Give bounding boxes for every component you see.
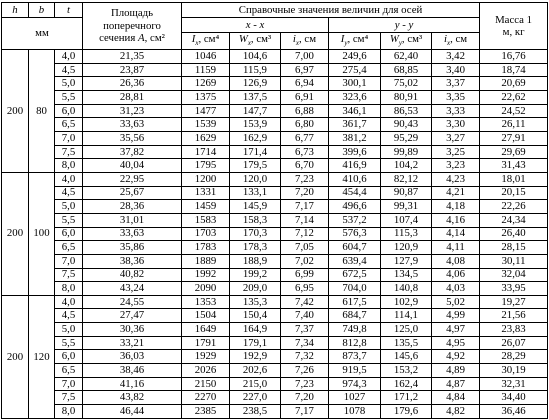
table-row (2, 200, 548, 214)
mass-value: 18,74 (480, 63, 548, 77)
wy-value: 99,31 (381, 200, 432, 214)
area-header-line2: поперечного (103, 19, 161, 32)
iy-value: 399,6 (329, 145, 381, 159)
mass-value: 34,40 (480, 391, 548, 405)
iy-radius-value: 3,23 (432, 159, 480, 173)
ix-radius-value: 7,20 (281, 186, 329, 200)
wy-value: 153,2 (381, 364, 432, 378)
wx-value: 162,9 (230, 131, 281, 145)
mass-value: 22,26 (480, 200, 548, 214)
mass-header-line1: Масса 1 (495, 13, 533, 26)
wx-value: 145,9 (230, 200, 281, 214)
t-value: 6,5 (55, 118, 83, 132)
iy-value: 576,3 (329, 227, 381, 241)
ix-value: 1714 (182, 145, 230, 159)
iy-value: 323,6 (329, 90, 381, 104)
table-row (2, 118, 548, 132)
iy-value: 749,8 (329, 323, 381, 337)
mass-value: 31,43 (480, 159, 548, 173)
mass-value: 20,69 (480, 77, 548, 91)
ix-value: 2026 (182, 364, 230, 378)
ix-radius-value: 7,17 (281, 405, 329, 419)
t-value: 7,0 (55, 254, 83, 268)
ix-value: 1649 (182, 323, 230, 337)
t-value: 6,0 (55, 104, 83, 118)
area-header-line3: сечения A, см² (99, 32, 165, 45)
axis-y-header: y - y (329, 18, 480, 33)
ix-value: 1046 (182, 50, 230, 64)
area-value: 23,87 (83, 63, 182, 77)
iy-radius-value: 4,03 (432, 282, 480, 296)
mass-value: 28,15 (480, 241, 548, 255)
wy-value: 107,4 (381, 213, 432, 227)
ix-radius-value: 7,32 (281, 350, 329, 364)
ix-value: 2385 (182, 405, 230, 419)
iy-value: 537,2 (329, 213, 381, 227)
wx-value: 227,0 (230, 391, 281, 405)
iy-value: 410,6 (329, 172, 381, 186)
area-value: 28,36 (83, 200, 182, 214)
ix-radius-value: 7,20 (281, 391, 329, 405)
area-value: 40,04 (83, 159, 182, 173)
ix-radius-value: 7,42 (281, 295, 329, 309)
h-value: 200 (2, 295, 29, 418)
ix-radius-value: 7,05 (281, 241, 329, 255)
wx-value: 158,3 (230, 213, 281, 227)
table-row (2, 241, 548, 255)
area-value: 24,55 (83, 295, 182, 309)
mass-value: 24,52 (480, 104, 548, 118)
wx-value: 115,9 (230, 63, 281, 77)
t-value: 8,0 (55, 405, 83, 419)
t-value: 4,0 (55, 50, 83, 64)
profile-specs-table (1, 2, 548, 419)
t-value: 5,0 (55, 323, 83, 337)
wy-value: 62,40 (381, 50, 432, 64)
ix-value: 1504 (182, 309, 230, 323)
iy-value: 684,7 (329, 309, 381, 323)
iy-radius-value: 3,27 (432, 131, 480, 145)
wy-value: 162,4 (381, 377, 432, 391)
col-wx-header: $W_x$, см³ (230, 33, 281, 50)
iy-radius-value: 4,89 (432, 364, 480, 378)
ix-value: 2150 (182, 377, 230, 391)
wy-value: 75,02 (381, 77, 432, 91)
table-row (2, 159, 548, 173)
mass-value: 24,34 (480, 213, 548, 227)
units-mm-header: мм (2, 18, 83, 50)
area-value: 25,67 (83, 186, 182, 200)
area-value: 26,36 (83, 77, 182, 91)
iy-value: 812,8 (329, 336, 381, 350)
ix-radius-value: 6,97 (281, 63, 329, 77)
ix-radius-value: 6,95 (281, 282, 329, 296)
iy-radius-value: 3,40 (432, 63, 480, 77)
wy-value: 95,29 (381, 131, 432, 145)
ix-value: 1783 (182, 241, 230, 255)
iy-radius-value: 4,14 (432, 227, 480, 241)
t-value: 4,5 (55, 186, 83, 200)
iy-value: 300,1 (329, 77, 381, 91)
col-iy-radius-header: $i_x$, см (432, 33, 480, 50)
mass-value: 33,95 (480, 282, 548, 296)
ix-value: 1200 (182, 172, 230, 186)
wx-value: 199,2 (230, 268, 281, 282)
area-value: 35,56 (83, 131, 182, 145)
ix-value: 1795 (182, 159, 230, 173)
table-row (2, 145, 548, 159)
col-iy-header: $I_y$, см⁴ (329, 33, 381, 50)
iy-radius-value: 3,25 (432, 145, 480, 159)
wy-value: 179,6 (381, 405, 432, 419)
ix-value: 1929 (182, 350, 230, 364)
iy-radius-value: 4,87 (432, 377, 480, 391)
iy-radius-value: 4,99 (432, 309, 480, 323)
t-value: 4,5 (55, 63, 83, 77)
mass-value: 26,11 (480, 118, 548, 132)
iy-value: 639,4 (329, 254, 381, 268)
ix-value: 1375 (182, 90, 230, 104)
wy-value: 102,9 (381, 295, 432, 309)
wy-value: 82,12 (381, 172, 432, 186)
ix-value: 1703 (182, 227, 230, 241)
table-row (2, 268, 548, 282)
mass-value: 30,19 (480, 364, 548, 378)
table-row (2, 77, 548, 91)
area-value: 33,63 (83, 227, 182, 241)
wy-value: 80,91 (381, 90, 432, 104)
iy-value: 672,5 (329, 268, 381, 282)
ix-value: 1992 (182, 268, 230, 282)
table-row (2, 282, 548, 296)
table-row (2, 295, 548, 309)
ix-radius-value: 6,80 (281, 118, 329, 132)
iy-value: 275,4 (329, 63, 381, 77)
iy-value: 381,2 (329, 131, 381, 145)
ix-radius-value: 6,70 (281, 159, 329, 173)
mass-value: 22,62 (480, 90, 548, 104)
t-value: 8,0 (55, 159, 83, 173)
iy-value: 873,7 (329, 350, 381, 364)
table-row (2, 63, 548, 77)
wy-value: 104,2 (381, 159, 432, 173)
wx-value: 188,9 (230, 254, 281, 268)
wx-value: 179,5 (230, 159, 281, 173)
iy-radius-value: 4,11 (432, 241, 480, 255)
iy-value: 604,7 (329, 241, 381, 255)
b-value: 120 (29, 295, 55, 418)
wy-value: 127,9 (381, 254, 432, 268)
table-row (2, 186, 548, 200)
wy-value: 86,53 (381, 104, 432, 118)
wx-value: 137,5 (230, 90, 281, 104)
area-value: 33,21 (83, 336, 182, 350)
area-value: 21,35 (83, 50, 182, 64)
ix-value: 1477 (182, 104, 230, 118)
wx-value: 178,3 (230, 241, 281, 255)
iy-value: 496,6 (329, 200, 381, 214)
wx-value: 104,6 (230, 50, 281, 64)
mass-value: 26,40 (480, 227, 548, 241)
t-value: 5,5 (55, 213, 83, 227)
wx-value: 120,0 (230, 172, 281, 186)
ix-radius-value: 7,40 (281, 309, 329, 323)
iy-radius-value: 4,84 (432, 391, 480, 405)
wx-value: 192,9 (230, 350, 281, 364)
h-value: 200 (2, 172, 29, 295)
col-ix-header: $I_x$, см⁴ (182, 33, 230, 50)
ix-value: 1269 (182, 77, 230, 91)
table-row (2, 131, 548, 145)
iy-value: 974,3 (329, 377, 381, 391)
ix-radius-value: 7,34 (281, 336, 329, 350)
ix-radius-value: 6,88 (281, 104, 329, 118)
b-value: 100 (29, 172, 55, 295)
wx-value: 126,9 (230, 77, 281, 91)
ix-value: 1353 (182, 295, 230, 309)
iy-value: 617,5 (329, 295, 381, 309)
t-value: 8,0 (55, 282, 83, 296)
mass-value: 26,07 (480, 336, 548, 350)
area-value: 37,82 (83, 145, 182, 159)
col-wy-header: $W_y$, см³ (381, 33, 432, 50)
t-value: 7,0 (55, 377, 83, 391)
ix-radius-value: 7,12 (281, 227, 329, 241)
iy-value: 1027 (329, 391, 381, 405)
area-value: 33,63 (83, 118, 182, 132)
mass-value: 29,69 (480, 145, 548, 159)
ix-radius-value: 7,17 (281, 200, 329, 214)
area-value: 35,86 (83, 241, 182, 255)
table-row (2, 50, 548, 64)
iy-value: 919,5 (329, 364, 381, 378)
mass-value: 16,76 (480, 50, 548, 64)
mass-value: 32,31 (480, 377, 548, 391)
t-value: 4,0 (55, 295, 83, 309)
wy-value: 171,2 (381, 391, 432, 405)
area-header-line1: Площадь (110, 7, 154, 20)
t-value: 4,0 (55, 172, 83, 186)
ix-value: 1791 (182, 336, 230, 350)
mass-value: 19,27 (480, 295, 548, 309)
table-row (2, 227, 548, 241)
mass-value: 30,11 (480, 254, 548, 268)
wy-value: 68,85 (381, 63, 432, 77)
t-value: 7,5 (55, 268, 83, 282)
col-ix-radius-header: $i_x$, см (281, 33, 329, 50)
wy-value: 90,43 (381, 118, 432, 132)
wy-value: 140,8 (381, 282, 432, 296)
wy-value: 134,5 (381, 268, 432, 282)
wy-value: 99,89 (381, 145, 432, 159)
mass-value: 20,15 (480, 186, 548, 200)
mass-value: 27,91 (480, 131, 548, 145)
ix-value: 1539 (182, 118, 230, 132)
area-value: 41,16 (83, 377, 182, 391)
t-value: 6,5 (55, 241, 83, 255)
iy-value: 361,7 (329, 118, 381, 132)
axis-x-header: x - x (182, 18, 329, 33)
iy-radius-value: 3,42 (432, 50, 480, 64)
col-t-header: t (55, 3, 83, 18)
mass-value: 36,46 (480, 405, 548, 419)
table-row (2, 90, 548, 104)
wx-value: 238,5 (230, 405, 281, 419)
mass-header-line2: м, кг (502, 26, 525, 38)
mass-value: 21,56 (480, 309, 548, 323)
mass-value: 32,04 (480, 268, 548, 282)
wy-value: 114,1 (381, 309, 432, 323)
iy-radius-value: 4,92 (432, 350, 480, 364)
wx-value: 170,3 (230, 227, 281, 241)
iy-radius-value: 3,35 (432, 90, 480, 104)
area-value: 38,36 (83, 254, 182, 268)
area-value: 30,36 (83, 323, 182, 337)
ix-value: 1159 (182, 63, 230, 77)
mass-value: 28,29 (480, 350, 548, 364)
table-row (2, 104, 548, 118)
wy-value: 145,6 (381, 350, 432, 364)
ix-radius-value: 7,00 (281, 50, 329, 64)
area-value: 27,47 (83, 309, 182, 323)
ix-value: 1583 (182, 213, 230, 227)
table-row (2, 213, 548, 227)
iy-radius-value: 3,30 (432, 118, 480, 132)
area-value: 31,01 (83, 213, 182, 227)
area-value: 40,82 (83, 268, 182, 282)
iy-value: 346,1 (329, 104, 381, 118)
table-row (2, 364, 548, 378)
table-row (2, 309, 548, 323)
table-row (2, 405, 548, 419)
wy-value: 120,9 (381, 241, 432, 255)
ix-radius-value: 6,94 (281, 77, 329, 91)
area-value: 46,44 (83, 405, 182, 419)
ix-value: 2090 (182, 282, 230, 296)
ix-radius-value: 7,23 (281, 377, 329, 391)
table-row (2, 254, 548, 268)
t-value: 5,5 (55, 90, 83, 104)
wx-value: 202,6 (230, 364, 281, 378)
col-b-header: b (29, 3, 55, 18)
ix-radius-value: 6,73 (281, 145, 329, 159)
ix-radius-value: 7,14 (281, 213, 329, 227)
ix-radius-value: 6,91 (281, 90, 329, 104)
ix-radius-value: 7,37 (281, 323, 329, 337)
area-value: 43,82 (83, 391, 182, 405)
t-value: 5,0 (55, 200, 83, 214)
iy-radius-value: 4,82 (432, 405, 480, 419)
ix-value: 2270 (182, 391, 230, 405)
wx-value: 164,9 (230, 323, 281, 337)
iy-radius-value: 4,21 (432, 186, 480, 200)
t-value: 5,0 (55, 77, 83, 91)
table-row (2, 391, 548, 405)
wx-value: 209,0 (230, 282, 281, 296)
mass-value: 18,01 (480, 172, 548, 186)
iy-radius-value: 4,95 (432, 336, 480, 350)
mass-value: 23,83 (480, 323, 548, 337)
wx-value: 147,7 (230, 104, 281, 118)
wy-value: 115,3 (381, 227, 432, 241)
t-value: 7,0 (55, 131, 83, 145)
iy-value: 704,0 (329, 282, 381, 296)
wx-value: 171,4 (230, 145, 281, 159)
table-row (2, 377, 548, 391)
b-value: 80 (29, 50, 55, 173)
ix-radius-value: 6,77 (281, 131, 329, 145)
ix-value: 1629 (182, 131, 230, 145)
t-value: 4,5 (55, 309, 83, 323)
iy-value: 416,9 (329, 159, 381, 173)
wx-value: 135,3 (230, 295, 281, 309)
area-value: 36,03 (83, 350, 182, 364)
wx-value: 215,0 (230, 377, 281, 391)
ix-value: 1889 (182, 254, 230, 268)
t-value: 6,0 (55, 350, 83, 364)
mass-header (480, 3, 548, 50)
col-h-header: h (2, 3, 29, 18)
iy-radius-value: 3,33 (432, 104, 480, 118)
t-value: 7,5 (55, 145, 83, 159)
t-value: 5,5 (55, 336, 83, 350)
iy-radius-value: 3,37 (432, 77, 480, 91)
wx-value: 133,1 (230, 186, 281, 200)
area-value: 38,46 (83, 364, 182, 378)
iy-radius-value: 4,18 (432, 200, 480, 214)
area-header (83, 3, 182, 50)
table-row (2, 336, 548, 350)
iy-radius-value: 4,06 (432, 268, 480, 282)
iy-radius-value: 4,08 (432, 254, 480, 268)
wy-value: 90,87 (381, 186, 432, 200)
iy-radius-value: 4,97 (432, 323, 480, 337)
table-row (2, 323, 548, 337)
ix-value: 1331 (182, 186, 230, 200)
wx-value: 150,4 (230, 309, 281, 323)
iy-value: 249,6 (329, 50, 381, 64)
t-value: 7,5 (55, 391, 83, 405)
iy-radius-value: 4,16 (432, 213, 480, 227)
t-value: 6,5 (55, 364, 83, 378)
table-row (2, 350, 548, 364)
t-value: 6,0 (55, 227, 83, 241)
ix-radius-value: 6,99 (281, 268, 329, 282)
ix-value: 1459 (182, 200, 230, 214)
area-value: 43,24 (83, 282, 182, 296)
iy-value: 454,4 (329, 186, 381, 200)
area-value: 31,23 (83, 104, 182, 118)
h-value: 200 (2, 50, 29, 173)
wy-value: 135,5 (381, 336, 432, 350)
table-body (2, 50, 548, 419)
ix-radius-value: 7,26 (281, 364, 329, 378)
wx-value: 153,9 (230, 118, 281, 132)
wy-value: 125,0 (381, 323, 432, 337)
wx-value: 179,1 (230, 336, 281, 350)
ix-radius-value: 7,23 (281, 172, 329, 186)
reference-values-header: Справочные значения величин для осей (182, 3, 480, 18)
iy-radius-value: 4,23 (432, 172, 480, 186)
area-value: 28,81 (83, 90, 182, 104)
iy-value: 1078 (329, 405, 381, 419)
iy-radius-value: 5,02 (432, 295, 480, 309)
ix-radius-value: 7,02 (281, 254, 329, 268)
area-value: 22,95 (83, 172, 182, 186)
table-row (2, 172, 548, 186)
